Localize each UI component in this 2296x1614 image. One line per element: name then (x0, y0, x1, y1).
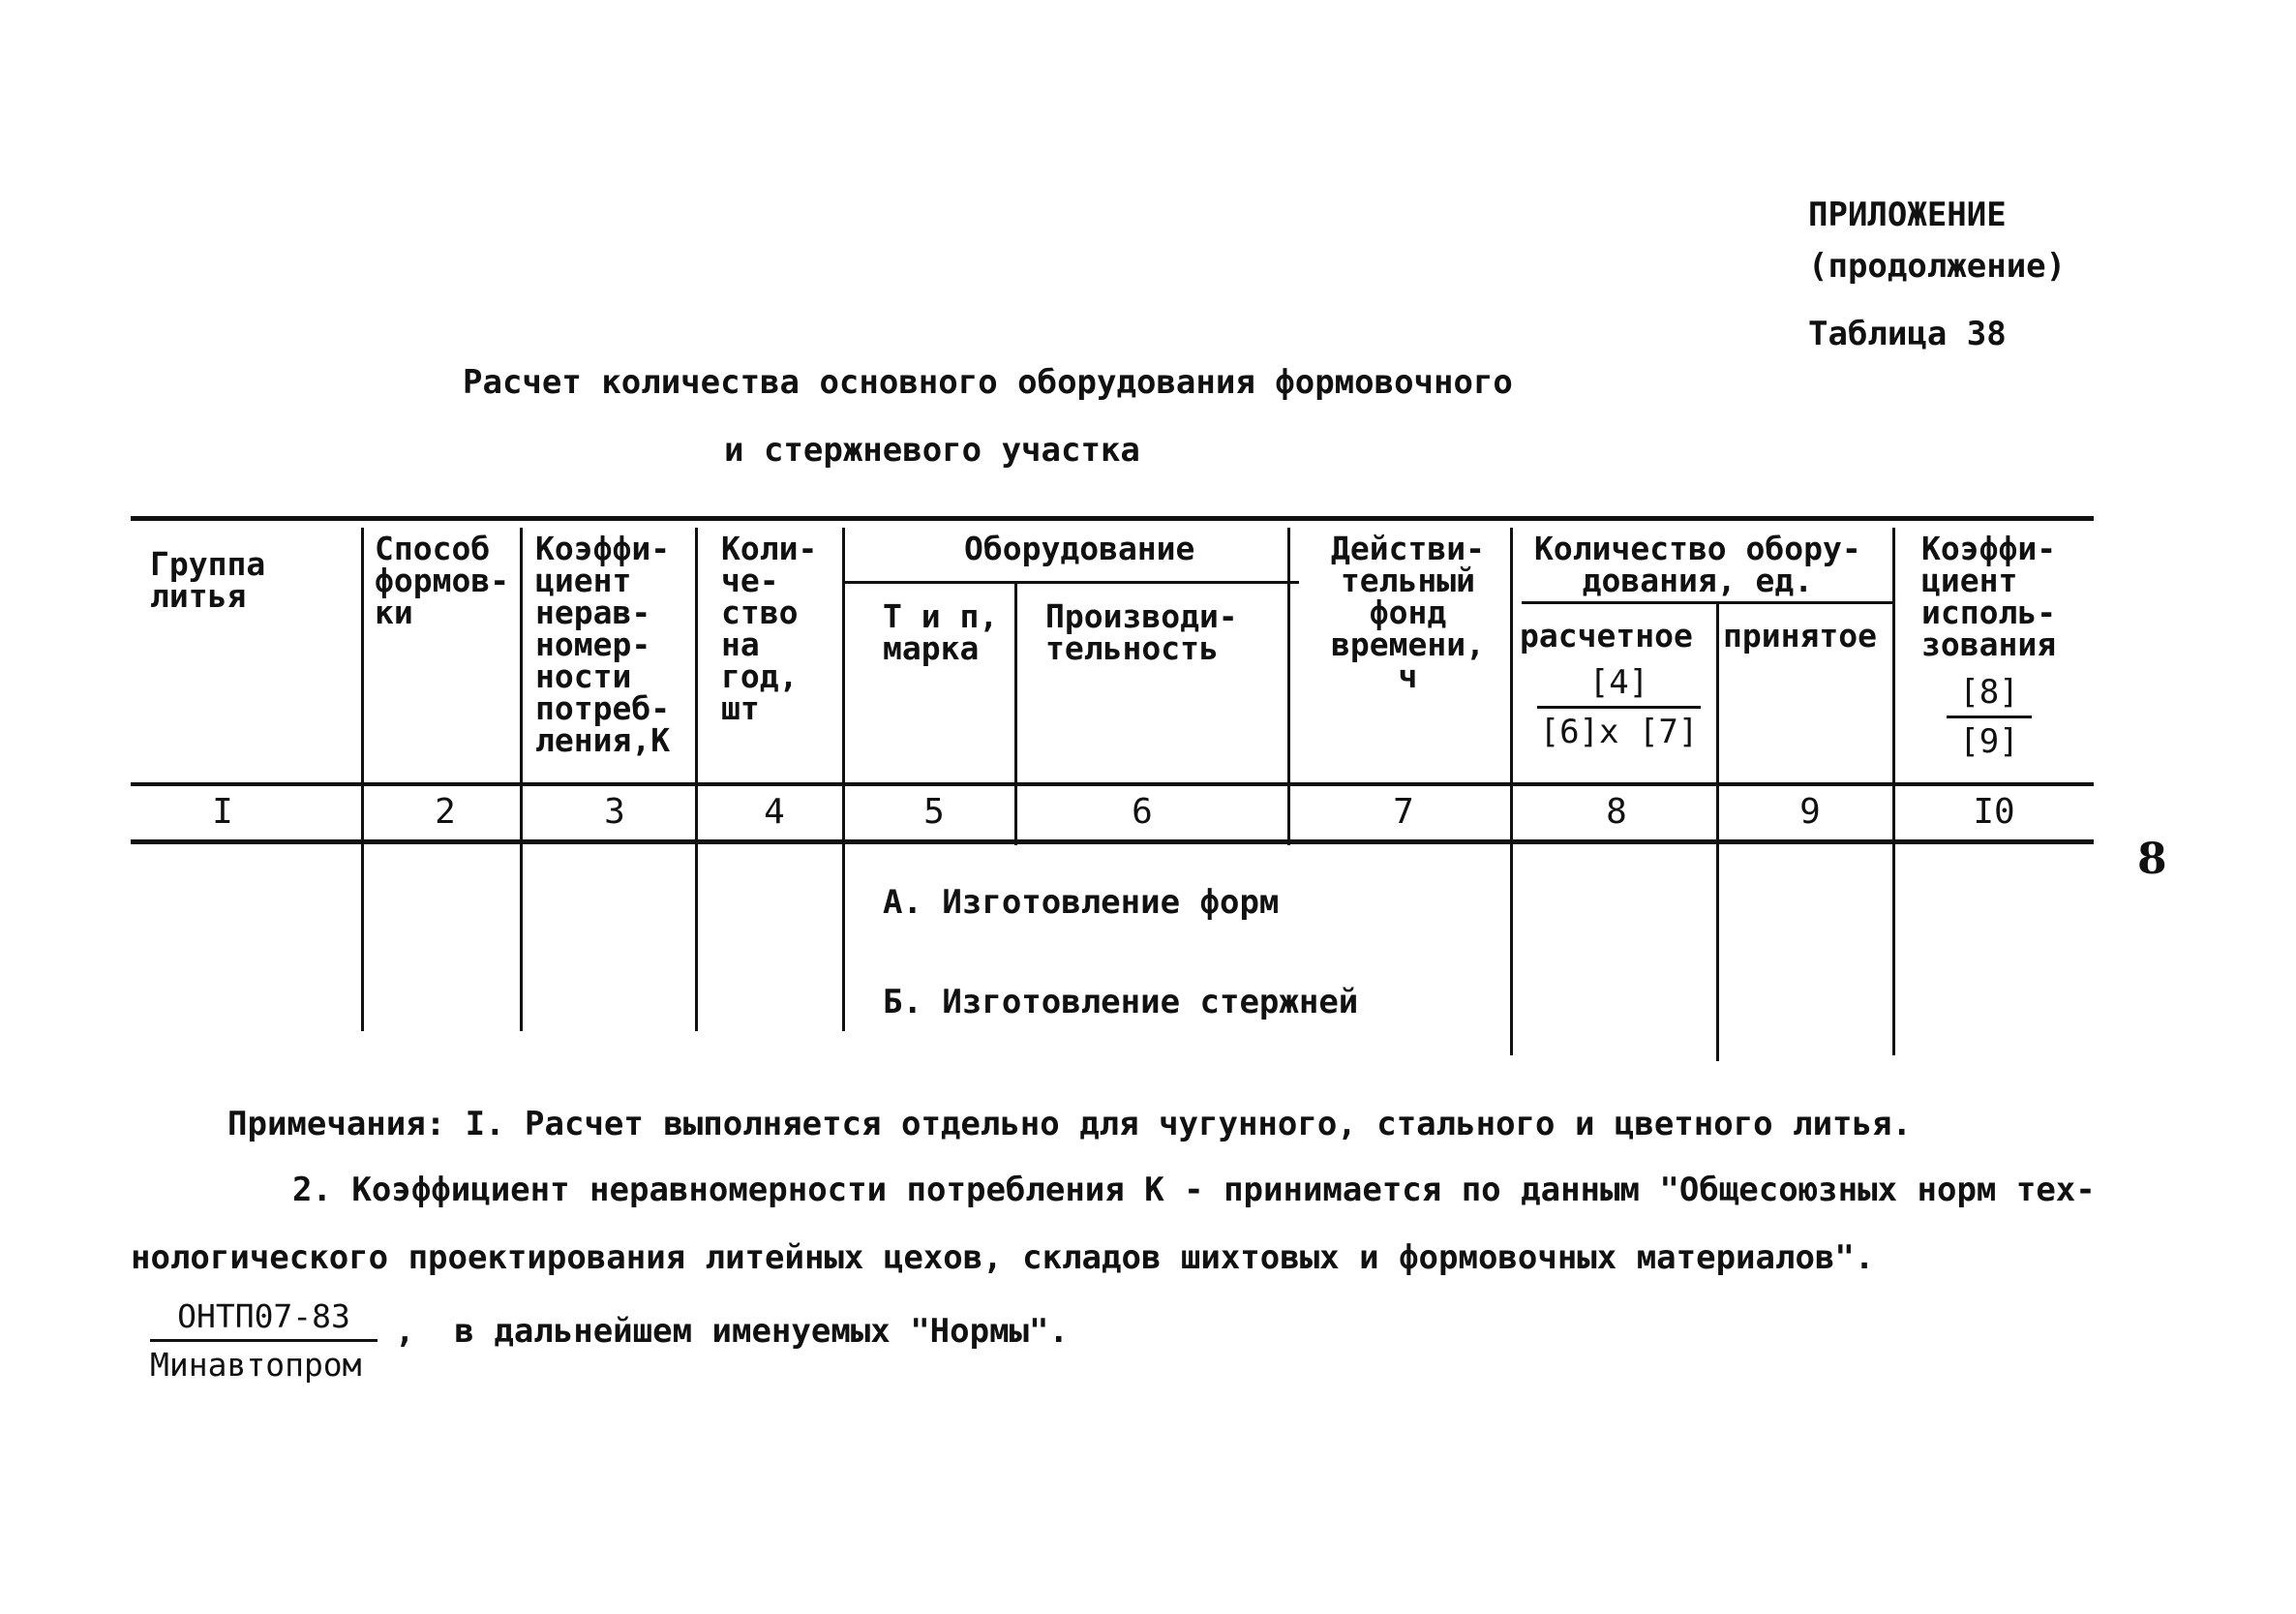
col-divider-2 (520, 528, 523, 1031)
col-divider-7 (1510, 528, 1513, 1055)
page-title-line1: Расчет количества основного оборудования формовочного (463, 363, 1513, 402)
col-divider-6 (1287, 528, 1290, 845)
section-forms: А. Изготовление форм (883, 883, 1280, 922)
header-usage: Коэффи- циент исполь- зования (1921, 530, 2057, 663)
header-method: Способ формов- ки (375, 530, 510, 631)
col-divider-1 (361, 528, 364, 1031)
header-calc: расчетное (1520, 617, 1693, 655)
colnum-4: 4 (764, 792, 785, 832)
appendix-title: ПРИЛОЖЕНИЕ (1808, 196, 2007, 234)
page-title-line2: и стержневого участка (724, 431, 1140, 470)
table-top-rule (131, 516, 2094, 521)
colnum-1: I (212, 792, 233, 832)
header-bottom-rule (131, 782, 2094, 786)
col-divider-4 (842, 528, 845, 1031)
header-qty: Коли- че- ство на год, шт (721, 530, 818, 727)
colnum-10: I0 (1973, 792, 2015, 832)
colnum-5: 5 (923, 792, 945, 832)
count-sub-rule (1522, 601, 1894, 604)
reference-numerator: ОНТП07-83 (150, 1297, 378, 1342)
col-divider-8 (1716, 604, 1719, 1061)
calc-formula-numerator: [4] (1588, 663, 1649, 702)
col-divider-9 (1892, 528, 1895, 1055)
colnum-2: 2 (435, 792, 456, 832)
colnum-6: 6 (1132, 792, 1153, 832)
notes-line1: Примечания: I. Расчет выполняется отдельно для чугунного, стального и цветного литья. (227, 1105, 1912, 1143)
colnum-9: 9 (1799, 792, 1821, 832)
notes-line4: , в дальнейшем именуемых "Нормы". (395, 1312, 1069, 1351)
header-productivity: Производи- тельность (1045, 597, 1238, 667)
header-coef: Коэффи- циент нерав- номер- ности потреб- ления,К (535, 530, 671, 759)
appendix-continued: (продолжение) (1808, 247, 2067, 286)
header-fund: Действи- тельный фонд времени, ч (1331, 530, 1485, 695)
usage-formula-numerator: [8] (1959, 673, 2019, 712)
table-label: Таблица 38 (1808, 315, 2007, 353)
usage-formula-denominator: [9] (1947, 716, 2032, 761)
notes-line2: 2. Коэффициент неравномерности потребления К - принимается по данным "Общесоюзных норм тех- (292, 1171, 2096, 1209)
header-group: Группа литья (150, 545, 266, 615)
header-accepted: принятое (1723, 617, 1877, 655)
page-number: 8 (2137, 835, 2167, 884)
reference-denominator: Минавтопром (150, 1346, 362, 1384)
usage-formula (1941, 673, 2038, 761)
col-divider-5 (1014, 584, 1017, 845)
notes-line3: нологического проектирования литейных цехов, складов шихтовых и формовочных материалов". (131, 1238, 1875, 1277)
colnum-8: 8 (1606, 792, 1627, 832)
col-divider-3 (695, 528, 698, 1031)
header-type: Т и п, марка (883, 597, 999, 667)
header-count: Количество обору- дования, ед. (1534, 530, 1861, 599)
section-cores: Б. Изготовление стержней (883, 983, 1359, 1021)
equipment-sub-rule (844, 581, 1299, 584)
colnum-7: 7 (1393, 792, 1414, 832)
colnum-bottom-rule (131, 839, 2094, 844)
colnum-3: 3 (604, 792, 625, 832)
reference-fraction (150, 1297, 378, 1384)
calc-formula-denominator: [6]x [7] (1537, 706, 1701, 751)
header-equipment: Оборудование (964, 530, 1195, 567)
calc-formula (1529, 663, 1708, 751)
